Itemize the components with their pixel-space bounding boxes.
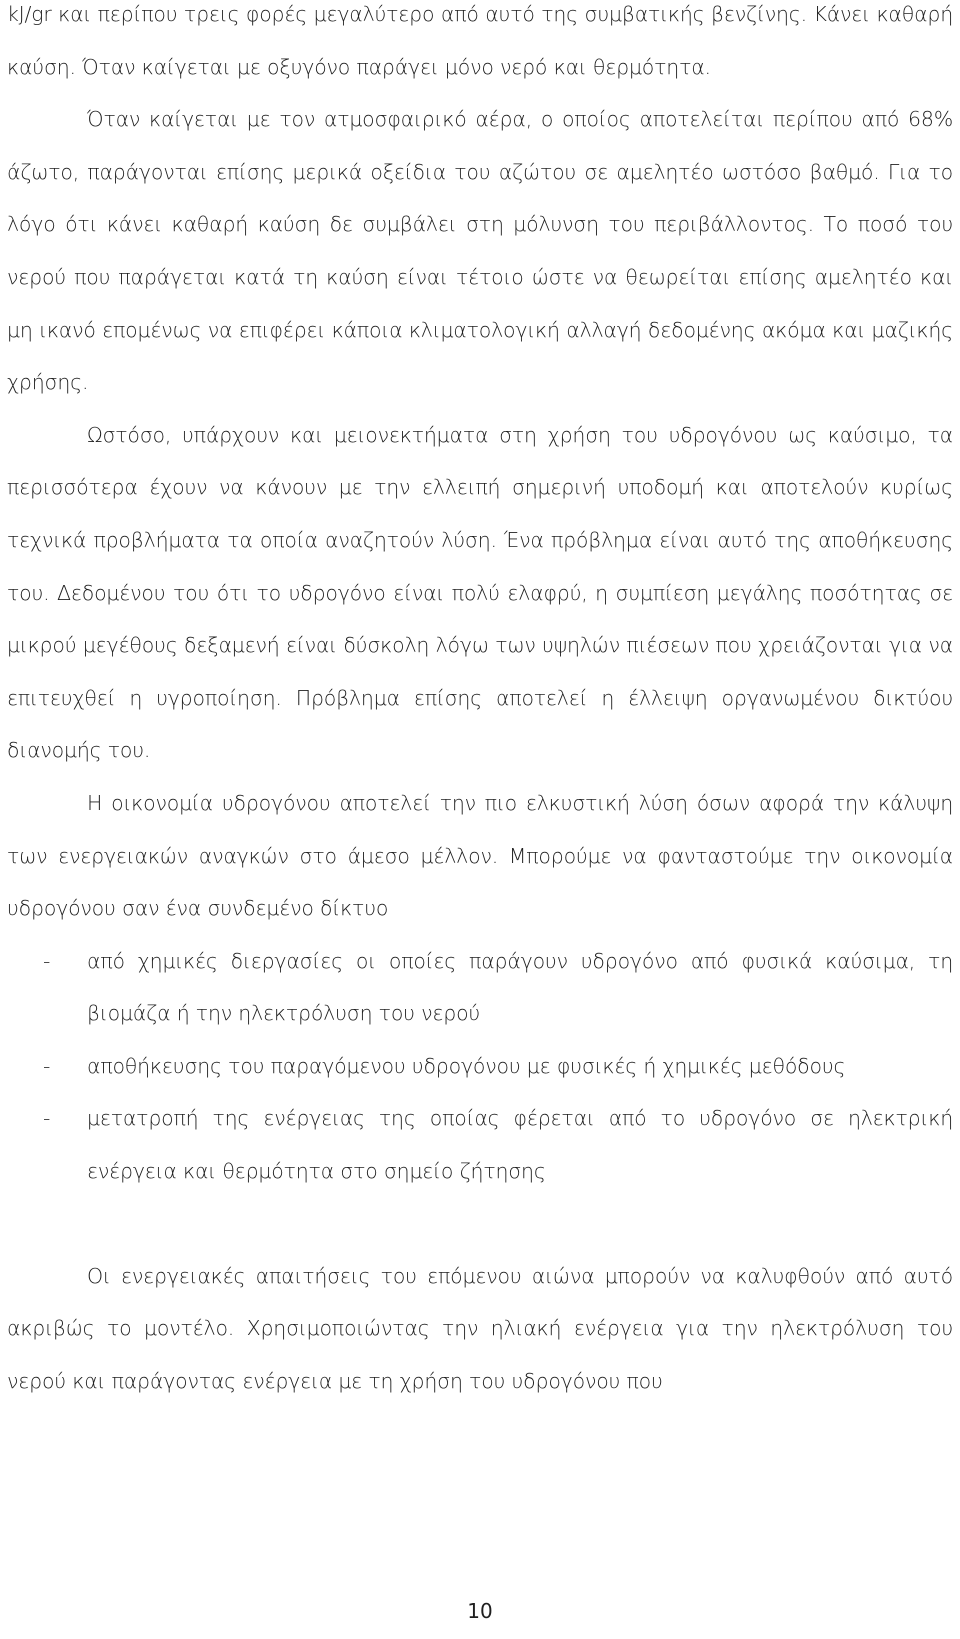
page-number: 10 <box>467 1599 493 1623</box>
list-dash: - <box>43 1106 51 1131</box>
list-dash: - <box>43 1053 51 1078</box>
list-item <box>7 1040 953 1093</box>
paragraph-continuation: kJ/gr και περίπου τρεις φορές μεγαλύτερο από αυτό της συμβατικής βενζίνης. Κάνει καθαρή καύση. Όταν καίγεται με οξυγόνο παράγει μόνο νερό και θερμότητα. <box>7 2 953 79</box>
paragraph-combustion: Όταν καίγεται με τον ατμοσφαιρικό αέρα, ο οποίος αποτελείται περίπου από 68% άζωτο, παράγονται επίσης μερικά οξείδια του αζώτου σε αμελητέο ωστόσο βαθμό. Για το λόγο ότι κάνει καθαρή καύση δε συμβάλει στη μόλυνση του περιβάλλοντος. Το ποσό του νερού που παράγεται κατά τη καύση είναι τέτοιο ώστε να θεωρείται επίσης αμελητέο και μη ικανό επομένως να επιφέρει κάποια κλιματολογική αλλαγή δεδομένης ακόμα και μαζικής χρήσης. <box>7 107 953 395</box>
list-item-text: αποθήκευσης του παραγόμενου υδρογόνου με φυσικές ή χημικές μεθόδους <box>87 1053 846 1078</box>
hydrogen-network-list <box>7 935 953 1198</box>
list-item-text: μετατροπή της ενέργειας της οποίας φέρεται από το υδρογόνο σε ηλεκτρική ενέργεια και θερμότητα στο σημείο ζήτησης <box>87 1106 953 1184</box>
list-item <box>7 935 953 1040</box>
list-item <box>7 1092 953 1197</box>
paragraph-disadvantages: Ωστόσο, υπάρχουν και μειονεκτήματα στη χρήση του υδρογόνου ως καύσιμο, τα περισσότερα έχουν να κάνουν με την ελλειπή σημερινή υποδομή και αποτελούν κυρίως τεχνικά προβλήματα τα οποία αναζητούν λύση. Ένα πρόβλημα είναι αυτό της αποθήκευσης του. Δεδομένου του ότι το υδρογόνο είναι πολύ ελαφρύ, η συμπίεση μεγάλης ποσότητας σε μικρού μεγέθους δεξαμενή είναι δύσκολη λόγω των υψηλών πιέσεων που χρειάζονται για να επιτευχθεί η υγροποίηση. Πρόβλημα επίσης αποτελεί η έλλειψη οργανωμένου δικτύου διανομής του. <box>7 422 953 763</box>
list-dash: - <box>43 948 51 973</box>
paragraph-hydrogen-economy: Η οικονομία υδρογόνου αποτελεί την πιο ελκυστική λύση όσων αφορά την κάλυψη των ενεργειακών αναγκών στο άμεσο μέλλον. Μπορούμε να φανταστούμε την οικονομία υδρογόνου σαν ένα συνδεμένο δίκτυο <box>7 790 953 921</box>
section-gap <box>7 1198 953 1250</box>
paragraph-closing: Οι ενεργειακές απαιτήσεις του επόμενου αιώνα μπορούν να καλυφθούν από αυτό ακριβώς το μοντέλο. Χρησιμοποιώντας την ηλιακή ενέργεια για την ηλεκτρόλυση του νερού και παράγοντας ενέργεια με τη χρήση του υδρογόνου που <box>7 1263 953 1393</box>
list-item-text: από χημικές διεργασίες οι οποίες παράγουν υδρογόνο από φυσικά καύσιμα, τη βιομάζα ή την ηλεκτρόλυση του νερού <box>87 948 953 1026</box>
body-text <box>7 0 953 1407</box>
